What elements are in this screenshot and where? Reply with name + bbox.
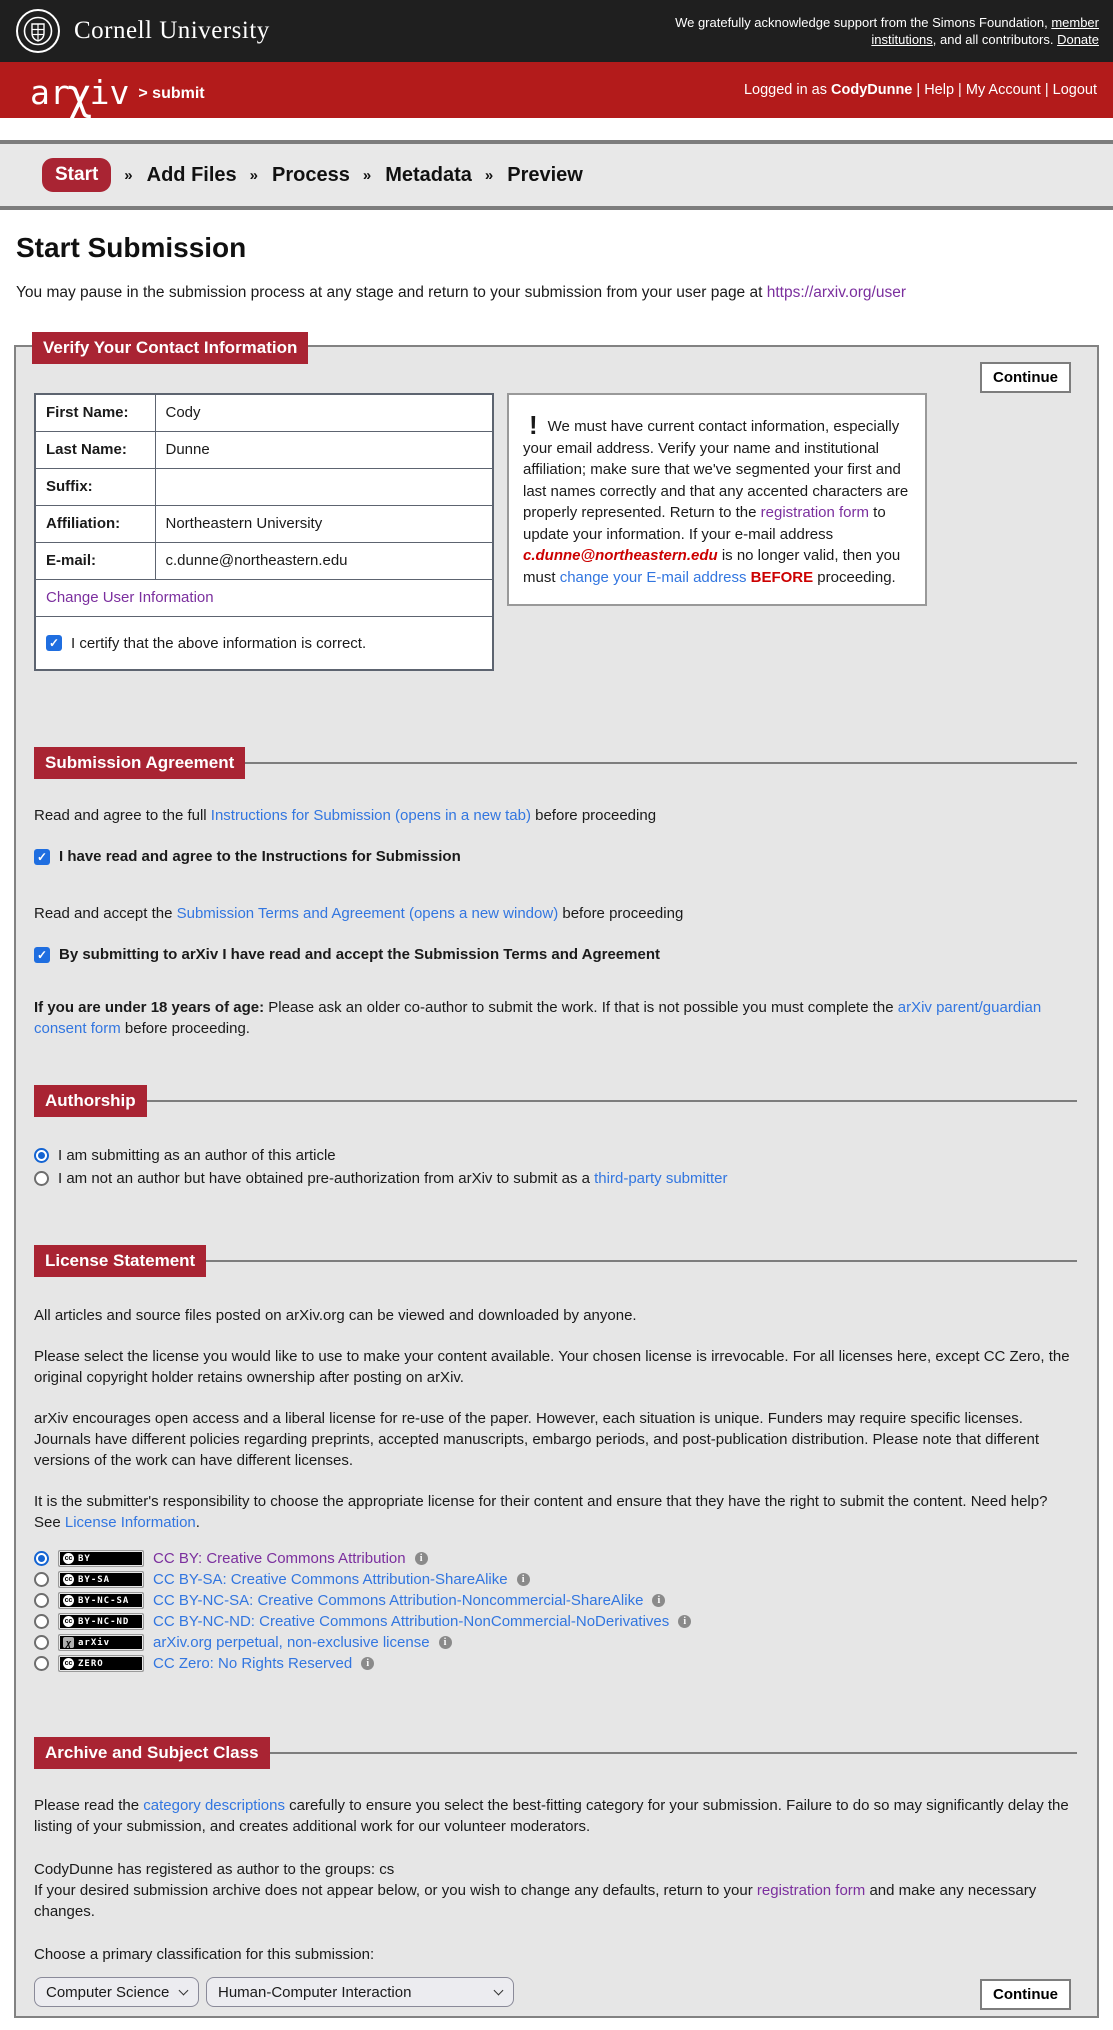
cc-by-nc-sa-badge-icon: cc BY-NC-SA <box>58 1592 144 1609</box>
step-separator-icon: » <box>362 166 373 184</box>
contact-row-suffix <box>35 468 493 505</box>
text: Please ask an older co-author to submit the work. If that is not possible you must complete the <box>264 999 898 1016</box>
logout-link[interactable]: Logout <box>1052 82 1097 98</box>
last-name-label: Last Name: <box>35 431 155 468</box>
section-title-agreement: Submission Agreement <box>34 747 245 779</box>
choose-classification-label: Choose a primary classification for this submission: <box>34 1946 375 1963</box>
under-18-bold: If you are under 18 years of age: <box>34 999 265 1016</box>
license-paragraph-1: All articles and source files posted on arXiv.org can be viewed and downloaded by anyone. <box>34 1307 637 1324</box>
cc-by-nc-sa-info-icon[interactable] <box>652 1594 665 1607</box>
step-add-files: Add Files <box>146 163 237 186</box>
cc-by-nc-sa-link[interactable]: CC BY-NC-SA: Creative Commons Attribution-Noncommercial-ShareAlike <box>153 1592 644 1609</box>
license-information-link[interactable]: License Information <box>64 1514 196 1531</box>
agreement-instructions-line <box>34 805 1077 826</box>
text: If your desired submission archive does not appear below, or you wish to change any defaults, return to your <box>34 1882 757 1899</box>
progress-stepper <box>0 140 1113 210</box>
section-rule <box>245 762 1077 764</box>
license-option-cc-by-sa <box>34 1570 1077 1589</box>
terms-accept-label: By submitting to arXiv I have read and accept the Submission Terms and Agreement <box>59 946 660 963</box>
step-separator-icon: » <box>484 166 495 184</box>
registration-form-link-2[interactable]: registration form <box>756 1882 866 1899</box>
cornell-logo[interactable] <box>16 9 270 53</box>
separator: | <box>954 82 966 98</box>
ack-text: We gratefully acknowledge support from the Simons Foundation, <box>675 15 1052 30</box>
registration-form-link[interactable]: registration form <box>760 504 870 521</box>
arxiv-navbar <box>0 62 1113 118</box>
text: It is the submitter's responsibility to choose the appropriate license for their content and ensure that they have the right to submit the content. Need help? See <box>34 1493 1048 1531</box>
page-title: Start Submission <box>16 232 247 263</box>
instructions-agree-label: I have read and agree to the Instructions for Submission <box>59 848 461 865</box>
arxiv-license-radio[interactable] <box>34 1635 49 1650</box>
section-title-license: License Statement <box>34 1245 206 1277</box>
terms-accept-checkbox[interactable] <box>34 947 50 963</box>
text: before proceeding <box>558 905 684 922</box>
cornell-banner <box>0 0 1113 62</box>
warning-text-2: to update your information. If your e-mail address <box>523 504 886 543</box>
text: before proceeding. <box>120 1020 250 1037</box>
archive-paragraph-2 <box>34 1880 1077 1922</box>
intro-text <box>16 284 1113 302</box>
category-descriptions-link[interactable]: category descriptions <box>143 1797 285 1814</box>
contact-warning-box <box>507 393 927 606</box>
contact-row-email <box>35 542 493 579</box>
contact-row-last-name <box>35 431 493 468</box>
text: carefully to ensure you select the best-fitting category for your submission. Failure to do so may significantly delay the listing of your submission, and creates additional work for our volunteer moderators. <box>34 1797 1069 1835</box>
contact-row-affiliation <box>35 505 493 542</box>
cc-by-info-icon[interactable] <box>415 1552 428 1565</box>
arxiv-license-info-icon[interactable] <box>439 1636 452 1649</box>
text: Read and accept the <box>34 905 177 922</box>
chevron-down-icon <box>494 1986 504 1996</box>
step-separator-icon: » <box>124 166 134 184</box>
intro-pre: You may pause in the submission process at any stage and return to your submission from your user page at <box>16 284 767 301</box>
text: before proceeding <box>530 807 657 824</box>
cc-by-nc-sa-radio[interactable] <box>34 1593 49 1608</box>
arxiv-chi-glyph: χ <box>66 69 93 120</box>
instructions-for-submission-link[interactable]: Instructions for Submission (opens in a new tab) <box>210 807 531 824</box>
license-option-arxiv-perpetual <box>34 1633 1077 1652</box>
cc-by-sa-info-icon[interactable] <box>517 1573 530 1586</box>
first-name-value: Cody <box>155 394 493 431</box>
change-email-link[interactable]: change your E-mail address <box>559 568 747 586</box>
agreement-checkbox-row-1 <box>34 848 1077 865</box>
continue-button-top[interactable]: Continue <box>980 362 1071 393</box>
separator: | <box>1040 82 1053 98</box>
instructions-agree-checkbox[interactable] <box>34 849 50 865</box>
warning-before-text: BEFORE <box>746 568 814 586</box>
license-option-cc-by-nc-sa <box>34 1591 1077 1610</box>
subject-class-select-value: Human-Computer Interaction <box>218 1983 412 2001</box>
change-user-information-link[interactable]: Change User Information <box>46 589 214 606</box>
license-option-cc-zero <box>34 1654 1077 1673</box>
third-party-submitter-link[interactable]: third-party submitter <box>594 1170 728 1187</box>
arxiv-perpetual-license-link[interactable]: arXiv.org perpetual, non-exclusive license <box>153 1634 430 1651</box>
cc-by-nc-nd-info-icon[interactable] <box>678 1615 691 1628</box>
contact-info-table <box>34 393 494 671</box>
cc-by-nc-nd-link[interactable]: CC BY-NC-ND: Creative Commons Attribution-NonCommercial-NoDerivatives <box>153 1613 670 1630</box>
arxiv-license-badge-icon: χ arXiv <box>58 1634 144 1651</box>
author-radio-row <box>34 1145 1077 1166</box>
cc-zero-badge-icon: cc ZERO <box>58 1655 144 1672</box>
author-radio-label: I am submitting as an author of this article <box>58 1147 336 1164</box>
step-metadata: Metadata <box>385 163 472 186</box>
suffix-label: Suffix: <box>35 468 155 505</box>
agreement-checkbox-row-2 <box>34 946 1077 963</box>
acknowledgement-text <box>667 14 1099 48</box>
cc-zero-link[interactable]: CC Zero: No Rights Reserved <box>153 1655 353 1672</box>
text: Read and agree to the full <box>34 807 211 824</box>
contact-section <box>34 347 1077 671</box>
submission-form-panel <box>14 338 1099 2018</box>
license-paragraph-2: Please select the license you would like to use to make your content available. Your chosen license is irrevocable. For all licenses here, except CC Zero, the original copyright holder retains ownership after posting on arXiv. <box>34 1348 1070 1386</box>
donate-link[interactable]: Donate <box>1057 32 1099 47</box>
agreement-terms-line <box>34 903 1077 924</box>
text: and make any necessary changes. <box>34 1882 1037 1920</box>
registered-groups-text: CodyDunne has registered as author to the groups: cs <box>34 1861 395 1878</box>
separator: | <box>912 82 925 98</box>
contact-row-certify <box>35 616 493 670</box>
cc-by-sa-link[interactable]: CC BY-SA: Creative Commons Attribution-ShareAlike <box>153 1571 508 1588</box>
classification-selects <box>34 1977 1077 2007</box>
section-title-authorship: Authorship <box>34 1085 147 1117</box>
subject-class-select[interactable] <box>206 1977 514 2007</box>
step-preview: Preview <box>507 163 583 186</box>
license-paragraph-4 <box>34 1491 1077 1533</box>
third-party-radio[interactable] <box>34 1171 49 1186</box>
first-name-label: First Name: <box>35 394 155 431</box>
chevron-down-icon <box>179 1986 189 1996</box>
help-link[interactable]: Help <box>924 82 955 98</box>
license-option-cc-by <box>34 1549 1077 1568</box>
authorship-section-header <box>34 1085 1077 1117</box>
cc-by-sa-badge-icon: cc BY-SA <box>58 1571 144 1588</box>
license-section-header <box>34 1245 1077 1277</box>
section-rule <box>147 1100 1077 1102</box>
license-paragraph-3: arXiv encourages open access and a liberal license for re-use of the paper. However, each situation is unique. Funders may require specific licenses. Journals have different policies regarding preprints, accepted manuscripts, embargo periods, and post-publication distribution. Please note that different versions of the work can have different licenses. <box>34 1410 1040 1469</box>
ack-text-2: , and all contributors. <box>932 32 1058 47</box>
archive-select-value: Computer Science <box>46 1983 170 2001</box>
suffix-value <box>155 468 493 505</box>
third-party-radio-row <box>34 1168 1077 1189</box>
text: . <box>195 1514 200 1531</box>
cc-by-radio[interactable] <box>34 1551 49 1566</box>
cc-by-sa-radio[interactable] <box>34 1572 49 1587</box>
agreement-section-header <box>34 747 1077 779</box>
section-rule <box>206 1260 1077 1262</box>
cornell-seal-icon <box>16 9 60 53</box>
affiliation-label: Affiliation: <box>35 505 155 542</box>
step-process: Process <box>272 163 350 186</box>
archive-select[interactable] <box>34 1977 199 2007</box>
third-party-radio-label: I am not an author but have obtained pre-authorization from arXiv to submit as a third-party submitter <box>58 1170 728 1187</box>
logged-in-text: Logged in as <box>743 82 832 98</box>
text: Please read the <box>34 1797 144 1814</box>
section-title-contact: Verify Your Contact Information <box>32 332 308 364</box>
step-start-current: Start <box>42 158 111 192</box>
warning-text-4: proceeding. <box>813 568 896 586</box>
submit-breadcrumb: > submit <box>138 85 205 102</box>
last-name-value: Dunne <box>155 431 493 468</box>
cornell-logotype: Cornell University <box>74 17 270 44</box>
user-page-link[interactable]: https://arxiv.org/user <box>766 284 906 301</box>
warning-text-1: We must have current contact information, especially your email address. Verify your name and institutional affiliation; make sure that we've segmented your first and last names correctly and that any accented characters are properly represented. Return to the <box>523 418 909 521</box>
warning-text-3: is no longer valid, then you must <box>523 547 901 586</box>
author-radio[interactable] <box>34 1148 49 1163</box>
user-session-bar <box>744 82 1097 98</box>
continue-button-bottom[interactable]: Continue <box>980 1979 1071 2010</box>
cc-zero-info-icon[interactable] <box>361 1657 374 1670</box>
cc-by-badge-icon: cc BY <box>58 1550 144 1567</box>
parent-guardian-consent-link[interactable]: arXiv parent/guardian consent form <box>34 999 1042 1037</box>
authorship-options <box>34 1145 1077 1189</box>
archive-registration-block <box>34 1859 1077 1922</box>
license-option-cc-by-nc-nd <box>34 1612 1077 1631</box>
warning-email: c.dunne@northeastern.edu <box>523 547 718 564</box>
my-account-link[interactable]: My Account <box>965 82 1041 98</box>
cc-by-link[interactable]: CC BY: Creative Commons Attribution <box>153 1550 406 1567</box>
archive-section-header <box>34 1737 1077 1769</box>
arxiv-logo[interactable] <box>30 69 205 120</box>
email-value: c.dunne@northeastern.edu <box>155 542 493 579</box>
exclamation-icon: ! <box>529 410 538 440</box>
member-institutions-link[interactable]: member institutions <box>871 15 1099 47</box>
cc-by-nc-nd-radio[interactable] <box>34 1614 49 1629</box>
cc-zero-radio[interactable] <box>34 1656 49 1671</box>
section-title-archive: Archive and Subject Class <box>34 1737 270 1769</box>
email-label: E-mail: <box>35 542 155 579</box>
certify-label: I certify that the above information is correct. <box>71 634 367 652</box>
contact-row-first-name <box>35 394 493 431</box>
arxiv-logotype: arχiv <box>30 69 130 120</box>
license-options-list <box>34 1549 1077 1673</box>
under-18-notice <box>34 997 1077 1039</box>
submission-terms-link[interactable]: Submission Terms and Agreement (opens a new window) <box>176 905 559 922</box>
contact-row-change-link <box>35 579 493 616</box>
section-rule <box>270 1752 1077 1754</box>
archive-paragraph-1 <box>34 1795 1077 1837</box>
certify-checkbox[interactable] <box>46 635 62 651</box>
step-separator-icon: » <box>249 166 259 184</box>
username: CodyDunne <box>831 82 913 98</box>
affiliation-value: Northeastern University <box>155 505 493 542</box>
cc-by-nc-nd-badge-icon: cc BY-NC-ND <box>58 1613 144 1630</box>
